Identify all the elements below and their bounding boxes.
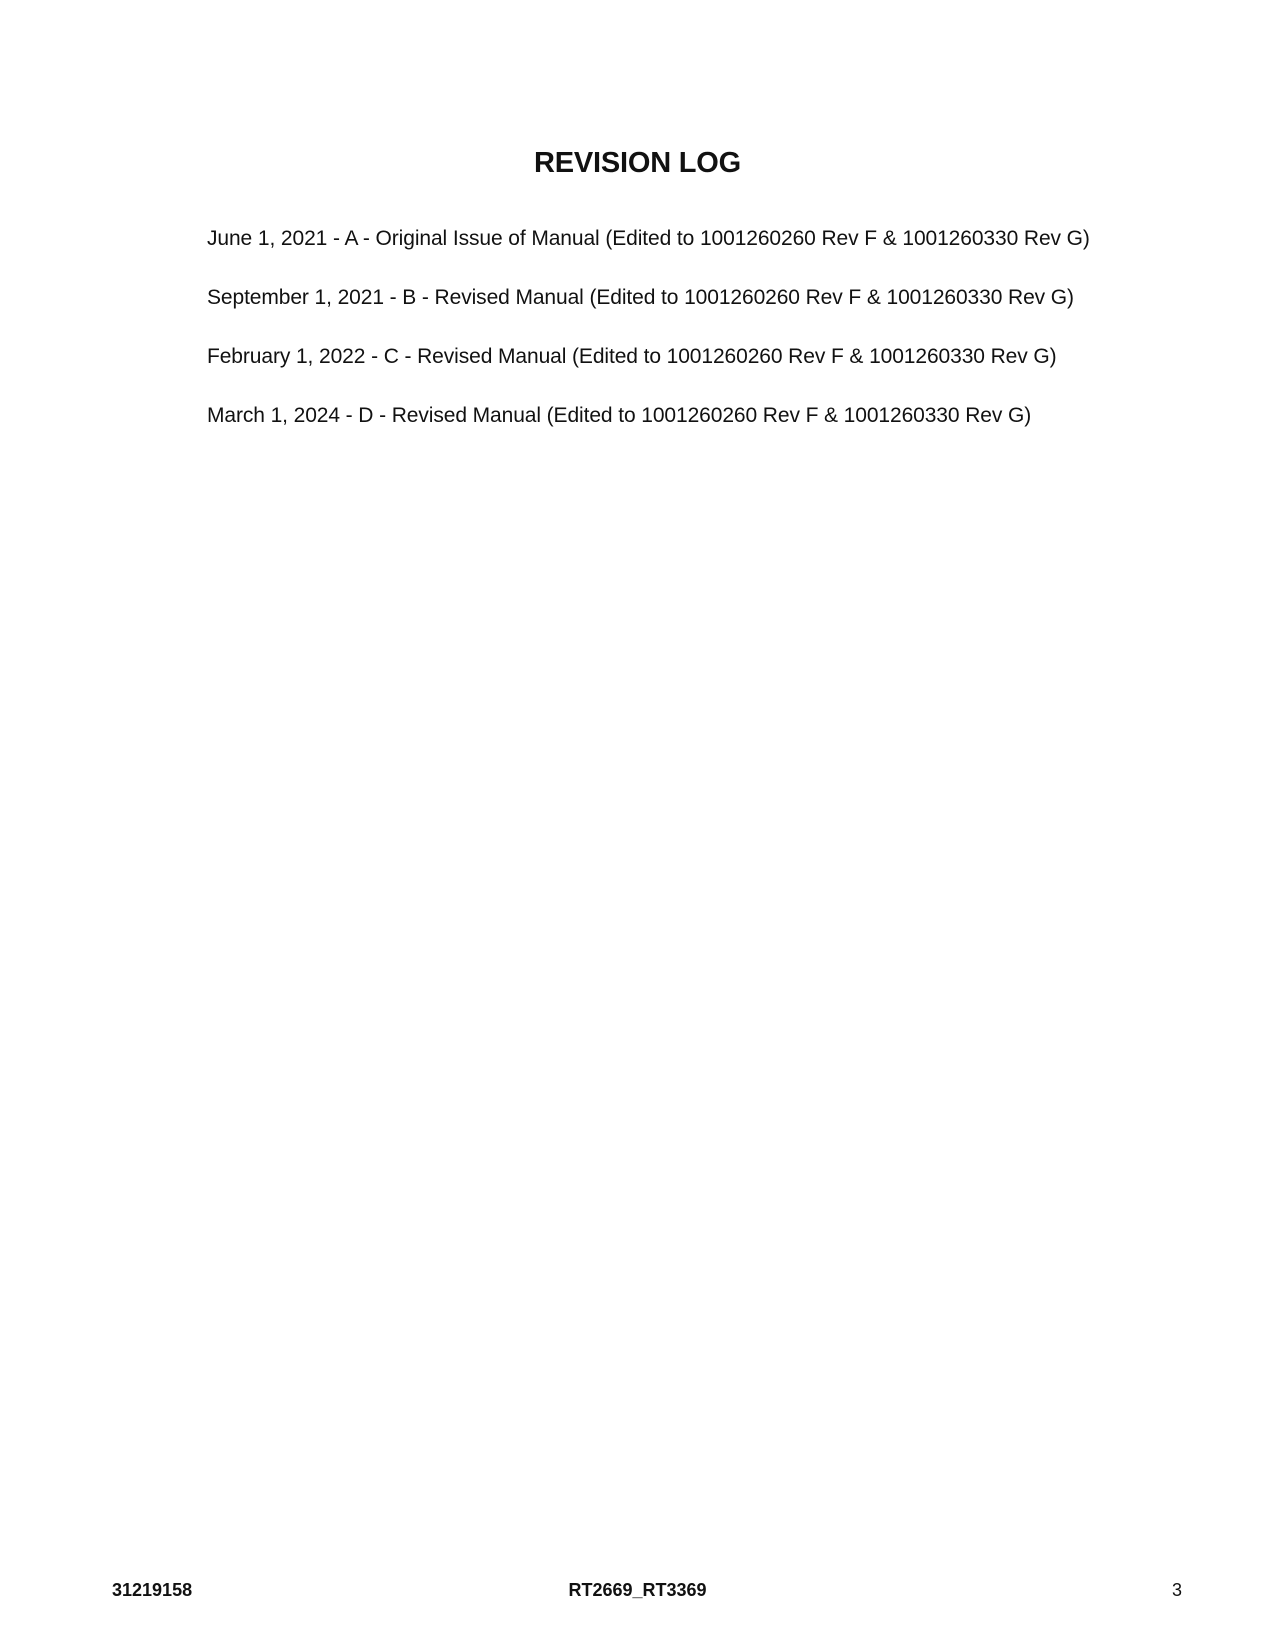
page-title: REVISION LOG [533,147,742,179]
revision-entry: February 1, 2022 - C - Revised Manual (Edited to 1001260260 Rev F & 1001260330 Rev G) [207,345,1057,368]
revision-entry: March 1, 2024 - D - Revised Manual (Edited to 1001260260 Rev F & 1001260330 Rev G) [207,404,1032,427]
revision-list [207,226,1167,462]
page-footer [0,1578,1275,1602]
footer-doc-number: 31219158 [112,1580,193,1600]
revision-entry: June 1, 2021 - A - Original Issue of Manual (Edited to 1001260260 Rev F & 1001260330 Rev G) [207,227,1090,250]
footer-page-number: 3 [1171,1580,1182,1600]
footer-model: RT2669_RT3369 [568,1580,707,1600]
revision-entry: September 1, 2021 - B - Revised Manual (Edited to 1001260260 Rev F & 1001260330 Rev G) [207,286,1074,309]
